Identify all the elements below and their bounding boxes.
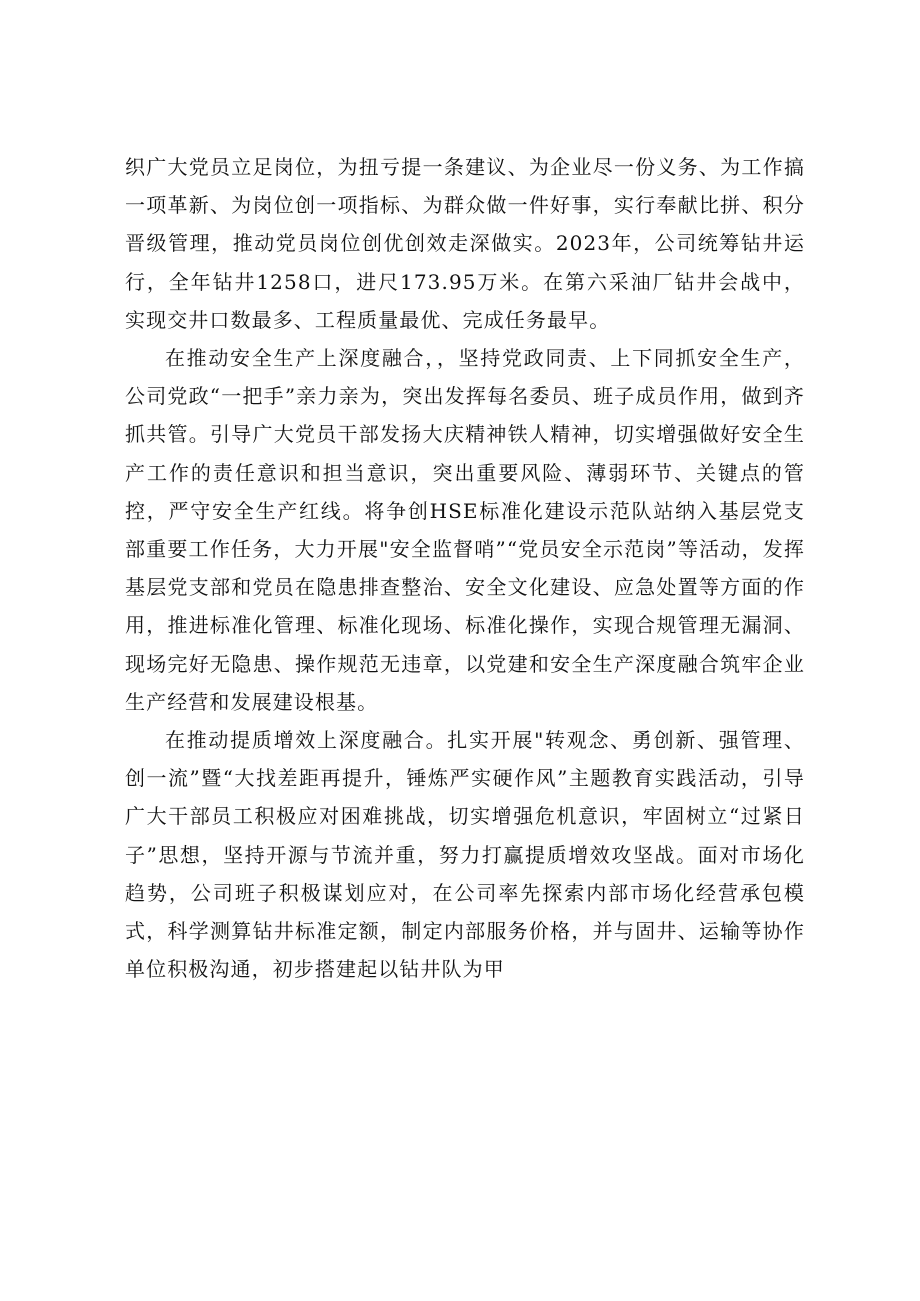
paragraph-party-post-excellence: 织广大党员立足岗位，为扭亏提一条建议、为企业尽一份义务、为工作搞一项革新、为岗位创一项指标、为群众做一件好事，实行奉献比拼、积分晋级管理，推动党员岗位创优创效走深做实。2023年，公司统筹钻井运行，全年钻井1258口，进尺173.95万米。在第六采油厂钻井会战中，实现交井口数最多、工程质量最优、完成任务最早。 xyxy=(125,155,805,332)
paragraph-safety-production: 在推动安全生产上深度融合，，坚持党政同责、上下同抓安全生产，公司党政“一把手”亲力亲为，突出发挥每名委员、班子成员作用，做到齐抓共管。引导广大党员干部发扬大庆精神铁人精神，切实增强做好安全生产工作的责任意识和担当意识，突出重要风险、薄弱环节、关键点的管控，严守安全生产红线。将争创HSE标准化建设示范队站纳入基层党支部重要工作任务，大力开展"安全监督哨”“党员安全示范岗”等活动，发挥基层党支部和党员在隐患排查整治、安全文化建设、应急处置等方面的作用，推进标准化管理、标准化现场、标准化操作，实现合规管理无漏洞、现场完好无隐患、操作规范无违章，以党建和安全生产深度融合筑牢企业生产经营和发展建设根基。 xyxy=(125,346,805,714)
body-text xyxy=(125,148,805,988)
paragraph-quality-efficiency: 在推动提质增效上深度融合。扎实开展"转观念、勇创新、强管理、创一流”暨“大找差距再提升，锤炼严实硬作风”主题教育实践活动，引导广大干部员工积极应对困难挑战，切实增强危机意识，牢固树立“过紧日子”思想，坚持开源与节流并重，努力打赢提质增效攻坚战。面对市场化趋势，公司班子积极谋划应对，在公司率先探索内部市场化经营承包模式，科学测算钻井标准定额，制定内部服务价格，并与固井、运输等协作单位积极沟通，初步搭建起以钻井队为甲 xyxy=(125,728,805,982)
